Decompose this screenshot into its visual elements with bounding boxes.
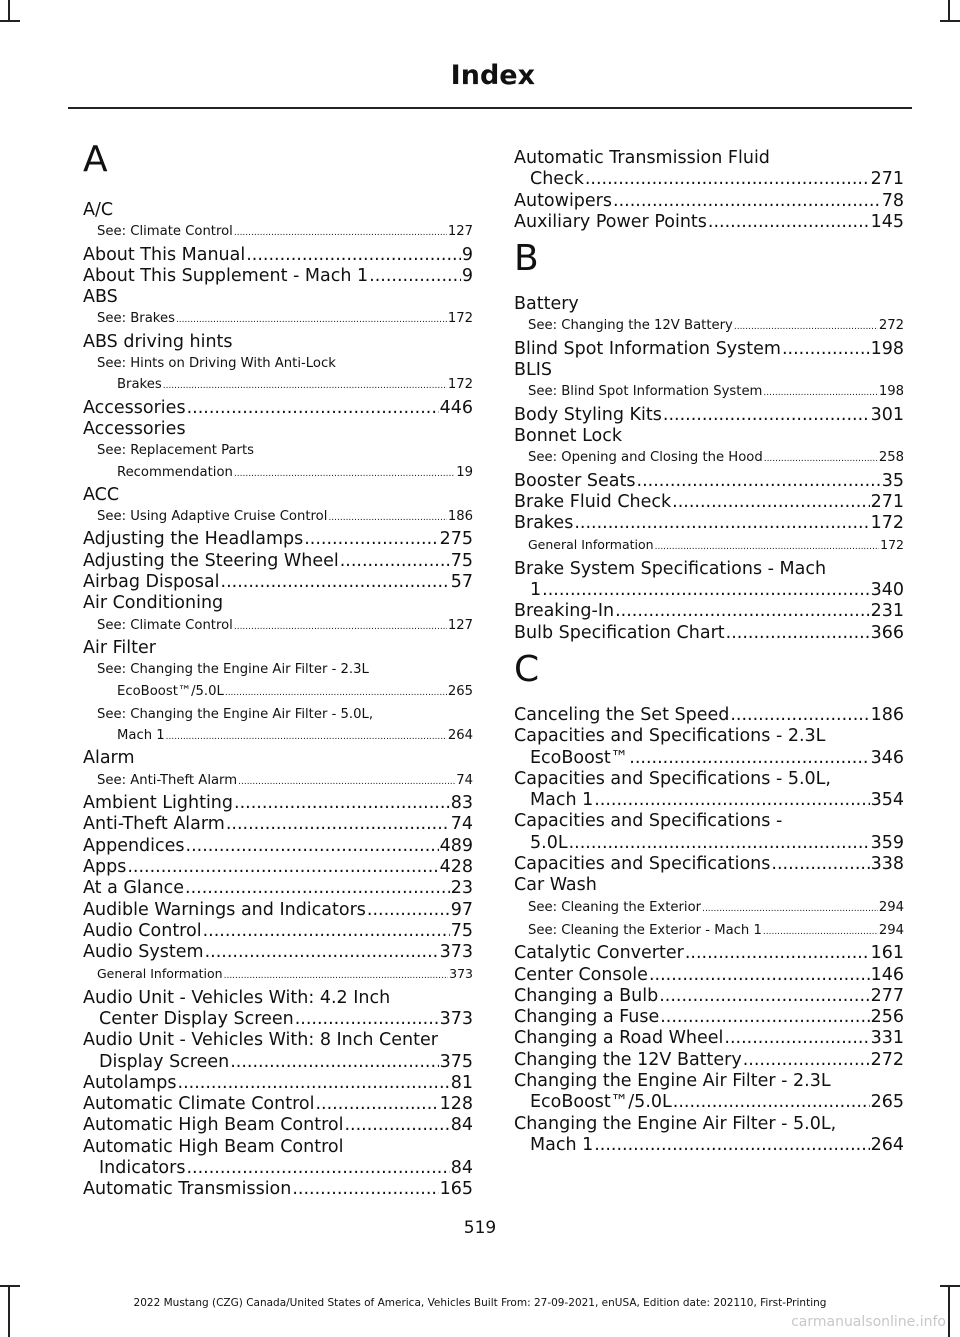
page-ref: 265	[447, 683, 473, 699]
page-ref: 272	[870, 1049, 904, 1070]
subentry-text: See: Using Adaptive Cruise Control	[97, 509, 328, 525]
index-subentry[interactable]	[83, 659, 473, 704]
dot-leader	[234, 793, 450, 814]
index-entry[interactable]	[514, 705, 904, 726]
page-ref: 84	[450, 1158, 473, 1179]
subentry-text: See: Changing the Engine Air Filter - 5.0L,	[97, 706, 374, 722]
index-entry[interactable]	[514, 559, 904, 602]
entry-text: Body Styling Kits	[514, 404, 662, 425]
entry-text: Audio Unit - Vehicles With: 8 Inch Center	[83, 1030, 438, 1051]
index-entry[interactable]	[83, 793, 473, 814]
index-heading: A/C	[83, 200, 114, 220]
index-entry[interactable]	[514, 1050, 904, 1071]
entry-text: Changing a Bulb	[514, 985, 659, 1006]
entry-text: Adjusting the Steering Wheel	[83, 550, 339, 571]
index-subentry[interactable]	[83, 704, 473, 749]
page-ref: 272	[878, 318, 904, 334]
entry-text: Breaking-In	[514, 601, 615, 622]
page-ref: 301	[870, 404, 904, 425]
subentry-text: See: Opening and Closing the Hood	[528, 450, 763, 466]
entry-text: Automatic Transmission	[83, 1179, 292, 1200]
dot-leader	[724, 1028, 869, 1049]
index-entry[interactable]	[514, 405, 904, 426]
crop-mark	[948, 1285, 950, 1337]
crop-mark	[0, 1285, 20, 1287]
index-entry[interactable]	[83, 921, 473, 942]
watermark: carmanualsonline.info	[791, 1314, 946, 1330]
entry-text: Brake Fluid Check	[514, 491, 672, 512]
dot-leader	[743, 1050, 870, 1071]
dot-leader	[730, 705, 869, 726]
page-ref: 74	[450, 814, 473, 835]
entry-text: Automatic High Beam Control	[83, 1136, 344, 1157]
entry-text: Display Screen	[99, 1051, 230, 1072]
entry-text: Changing a Road Wheel	[514, 1028, 724, 1049]
entry-text: Capacities and Specifications	[514, 854, 771, 875]
page-ref: 74	[456, 772, 473, 788]
footer-text: 2022 Mustang (CZG) Canada/United States of America, Vehicles Built From: 27-09-2021, enUSA, Edition date: 202110, First-Printing	[133, 1297, 827, 1309]
page-ref: 338	[870, 854, 904, 875]
index-entry[interactable]	[83, 398, 473, 419]
index-entry[interactable]	[514, 601, 904, 622]
index-entry[interactable]	[83, 942, 473, 963]
subentry-text: EcoBoost™/5.0L	[117, 683, 224, 699]
dot-leader	[673, 1092, 870, 1113]
index-entry[interactable]	[514, 943, 904, 964]
index-entry[interactable]	[514, 623, 904, 644]
entry-text: Canceling the Set Speed	[514, 704, 730, 725]
dot-leader	[637, 471, 881, 492]
page-ref: 75	[450, 550, 473, 571]
entry-text: Mach 1	[530, 790, 594, 811]
index-heading: Air Conditioning	[83, 593, 224, 614]
page-ref: 172	[880, 537, 904, 553]
entry-text: Capacities and Specifications - 5.0L,	[514, 768, 831, 789]
dot-leader	[629, 748, 869, 769]
entry-text: Brakes	[514, 513, 574, 534]
subentry-text: See: Anti-Theft Alarm	[97, 772, 238, 788]
dot-leader	[708, 212, 870, 233]
dot-leader	[234, 464, 455, 485]
crop-mark	[8, 1285, 10, 1337]
dot-leader	[574, 513, 869, 534]
entry-text: EcoBoost™	[530, 747, 629, 768]
page-ref: 271	[870, 491, 904, 512]
index-heading: ABS	[83, 287, 118, 308]
index-entry[interactable]	[514, 339, 904, 360]
subentry-text: See: Blind Spot Information System	[528, 384, 763, 400]
index-entry[interactable]	[83, 878, 473, 899]
index-subentry[interactable]	[514, 315, 904, 338]
crop-mark	[0, 20, 20, 22]
index-heading: Air Filter	[83, 637, 156, 658]
page-ref: 78	[881, 190, 904, 211]
subentry-text: See: Replacement Parts	[97, 443, 254, 459]
entry-text: Center Display Screen	[99, 1008, 294, 1029]
index-heading: BLIS	[514, 360, 553, 381]
dot-leader	[660, 1007, 869, 1028]
entry-text: Auxiliary Power Points	[514, 211, 707, 232]
index-entry[interactable]	[514, 1071, 904, 1114]
dot-leader	[226, 814, 450, 835]
index-subentry[interactable]	[514, 381, 904, 404]
subentry-text: See: Climate Control	[97, 224, 233, 240]
page-ref: 127	[447, 617, 473, 633]
index-entry[interactable]	[83, 529, 473, 550]
dot-leader	[649, 965, 870, 986]
index-subentry[interactable]	[83, 770, 473, 793]
page-ref: 128	[439, 1094, 473, 1115]
index-entry[interactable]	[514, 1114, 904, 1157]
entry-text: Center Console	[514, 964, 648, 985]
dot-leader	[655, 537, 880, 558]
index-entry[interactable]	[83, 245, 473, 266]
dot-leader	[594, 790, 869, 811]
subentry-text: See: Cleaning the Exterior	[528, 899, 702, 915]
entry-text: Accessories	[83, 397, 186, 418]
entry-text: Catalytic Converter	[514, 943, 684, 964]
dot-leader	[295, 1009, 439, 1030]
index-entry[interactable]	[514, 471, 904, 492]
index-subentry[interactable]	[83, 440, 473, 485]
entry-text: 5.0L	[530, 832, 568, 853]
page-ref: 127	[447, 224, 473, 240]
page-ref: 81	[450, 1072, 473, 1093]
page-ref: 346	[870, 747, 904, 768]
page-ref: 428	[439, 856, 473, 877]
page-ref: 271	[870, 169, 904, 190]
dot-leader	[186, 1158, 449, 1179]
subentry-text: Mach 1	[117, 728, 165, 744]
index-subentry[interactable]	[514, 897, 904, 920]
subentry-text: See: Hints on Driving With Anti-Lock	[97, 356, 336, 372]
index-entry[interactable]	[83, 900, 473, 921]
page-ref: 446	[439, 397, 473, 418]
entry-text: Airbag Disposal	[83, 572, 220, 593]
index-entry[interactable]	[514, 492, 904, 513]
dot-leader	[221, 572, 450, 593]
dot-leader	[234, 223, 447, 244]
page-ref: 340	[870, 580, 904, 601]
index-entry[interactable]	[83, 1073, 473, 1094]
dot-leader	[163, 376, 447, 397]
index-heading: Bonnet Lock	[514, 425, 622, 446]
page-ref: 294	[878, 922, 904, 938]
subentry-text: See: Changing the Engine Air Filter - 2.3L	[97, 662, 369, 678]
page-ref: 256	[870, 1007, 904, 1028]
page-ref: 172	[447, 311, 473, 327]
section-letter: B	[514, 238, 539, 280]
crop-mark	[8, 0, 10, 20]
subentry-text: General Information	[97, 966, 223, 982]
dot-leader	[764, 449, 878, 470]
dot-leader	[702, 899, 878, 920]
entry-text: Brake System Specifications - Mach	[514, 558, 827, 579]
dot-leader	[763, 383, 877, 404]
page-ref: 275	[439, 529, 473, 550]
entry-text: Capacities and Specifications -	[514, 811, 783, 832]
entry-text: Blind Spot Information System	[514, 338, 781, 359]
page-ref: 264	[870, 1134, 904, 1155]
crop-mark	[940, 1285, 960, 1287]
page-ref: 57	[450, 572, 473, 593]
index-entry[interactable]	[514, 513, 904, 534]
dot-leader	[663, 405, 870, 426]
entry-text: Changing the 12V Battery	[514, 1049, 742, 1070]
entry-text: Changing a Fuse	[514, 1007, 660, 1028]
index-entry[interactable]	[83, 572, 473, 593]
index-column-left	[83, 140, 473, 1201]
index-entry[interactable]	[514, 191, 904, 212]
index-entry[interactable]	[514, 965, 904, 986]
dot-leader	[304, 529, 438, 550]
page-ref: 294	[878, 899, 904, 915]
entry-text: Booster Seats	[514, 470, 636, 491]
entry-text: Indicators	[99, 1158, 186, 1179]
index-heading: ABS driving hints	[83, 331, 233, 352]
entry-text: Anti-Theft Alarm	[83, 814, 225, 835]
page-ref: 9	[461, 244, 473, 265]
page-ref: 186	[447, 509, 473, 525]
page-ref: 264	[447, 728, 473, 744]
dot-leader	[238, 772, 455, 793]
entry-text: Changing the Engine Air Filter - 2.3L	[514, 1070, 831, 1091]
page-ref: 489	[439, 835, 473, 856]
index-entry[interactable]	[514, 1028, 904, 1049]
index-entry[interactable]	[83, 857, 473, 878]
page-ref: 198	[870, 338, 904, 359]
dot-leader	[569, 833, 870, 854]
dot-leader	[782, 339, 870, 360]
index-subentry[interactable]	[514, 447, 904, 470]
dot-leader	[613, 191, 881, 212]
page-ref: 165	[439, 1179, 473, 1200]
entry-text: At a Glance	[83, 878, 185, 899]
page-ref: 97	[450, 899, 473, 920]
dot-leader	[685, 943, 870, 964]
index-entry[interactable]	[83, 266, 473, 287]
index-entry[interactable]	[514, 769, 904, 812]
entry-text: 1	[530, 580, 542, 601]
page-ref: 258	[878, 450, 904, 466]
dot-leader	[166, 727, 447, 748]
index-entry[interactable]	[514, 811, 904, 854]
dot-leader	[659, 986, 869, 1007]
dot-leader	[203, 921, 450, 942]
dot-leader	[615, 601, 870, 622]
page-ref: 265	[870, 1092, 904, 1113]
subentry-text: Recommendation	[117, 464, 233, 480]
index-entry[interactable]	[83, 551, 473, 572]
entry-text: Ambient Lighting	[83, 793, 234, 814]
page-ref: 161	[870, 943, 904, 964]
index-entry[interactable]	[514, 1007, 904, 1028]
subentry-text: See: Climate Control	[97, 617, 233, 633]
crop-mark	[940, 20, 960, 22]
dot-leader	[726, 623, 870, 644]
entry-text: Automatic Transmission Fluid	[514, 148, 770, 168]
index-entry[interactable]	[83, 1179, 473, 1200]
entry-text: Automatic High Beam Control	[83, 1115, 344, 1136]
index-entry[interactable]	[83, 1030, 473, 1073]
page-ref: 198	[878, 384, 904, 400]
page-ref: 359	[870, 832, 904, 853]
page-ref: 172	[870, 513, 904, 534]
index-subentry[interactable]	[514, 920, 904, 943]
index-heading: ACC	[83, 484, 120, 505]
index-subentry[interactable]	[83, 506, 473, 529]
page-ref: 366	[870, 622, 904, 643]
entry-text: Changing the Engine Air Filter - 5.0L,	[514, 1113, 837, 1134]
index-entry[interactable]	[83, 836, 473, 857]
index-subentry[interactable]	[83, 308, 473, 331]
page-ref: 231	[870, 601, 904, 622]
dot-leader	[178, 1073, 450, 1094]
index-heading: Accessories	[83, 418, 186, 439]
dot-leader	[340, 551, 450, 572]
crop-mark	[948, 0, 950, 20]
header-rule	[68, 107, 912, 109]
index-heading: Car Wash	[514, 875, 597, 896]
page-ref: 186	[870, 704, 904, 725]
entry-text: Audible Warnings and Indicators	[83, 899, 366, 920]
page-ref: 83	[450, 793, 473, 814]
index-column-right	[514, 148, 904, 1156]
dot-leader	[246, 245, 461, 266]
entry-text: Check	[530, 169, 584, 190]
entry-text: Audio Unit - Vehicles With: 4.2 Inch	[83, 987, 391, 1008]
page-ref: 373	[449, 966, 473, 982]
entry-text: Audio Control	[83, 920, 202, 941]
dot-leader	[224, 966, 449, 987]
index-subentry[interactable]	[83, 221, 473, 244]
index-entry[interactable]	[514, 854, 904, 875]
section-letter: C	[514, 648, 540, 690]
dot-leader	[225, 683, 447, 704]
entry-text: Mach 1	[530, 1134, 594, 1155]
index-entry[interactable]	[514, 212, 904, 233]
subentry-text: See: Cleaning the Exterior - Mach 1	[528, 922, 762, 938]
entry-text: EcoBoost™/5.0L	[530, 1092, 672, 1113]
dot-leader	[127, 857, 438, 878]
page-ref: 23	[450, 878, 473, 899]
index-subentry[interactable]	[514, 534, 904, 558]
page-ref: 172	[447, 377, 473, 393]
entry-text: Bulb Specification Chart	[514, 622, 725, 643]
index-entry[interactable]	[514, 726, 904, 769]
page-ref: 75	[450, 920, 473, 941]
index-subentry[interactable]	[83, 353, 473, 398]
dot-leader	[585, 169, 870, 190]
dot-leader	[328, 508, 446, 529]
dot-leader	[315, 1094, 438, 1115]
subentry-text: General Information	[528, 537, 654, 553]
page-ref: 84	[450, 1115, 473, 1136]
page-ref: 354	[870, 790, 904, 811]
section-letter: A	[83, 139, 108, 180]
dot-leader	[672, 492, 869, 513]
dot-leader	[369, 266, 461, 287]
index-heading: Alarm	[83, 748, 135, 769]
dot-leader	[542, 580, 869, 601]
dot-leader	[763, 922, 878, 943]
dot-leader	[176, 310, 447, 331]
page-number: 519	[463, 1218, 497, 1238]
dot-leader	[734, 317, 878, 338]
entry-text: Autowipers	[514, 190, 612, 211]
dot-leader	[205, 942, 439, 963]
page-ref: 35	[881, 470, 904, 491]
subentry-text: Brakes	[117, 377, 162, 393]
dot-leader	[367, 900, 450, 921]
page-ref: 19	[456, 464, 473, 480]
index-entry[interactable]	[83, 1094, 473, 1115]
entry-text: Audio System	[83, 942, 204, 963]
index-entry[interactable]	[83, 988, 473, 1031]
page-ref: 9	[461, 265, 473, 286]
page-ref: 277	[870, 985, 904, 1006]
page-ref: 331	[870, 1028, 904, 1049]
dot-leader	[344, 1115, 449, 1136]
dot-leader	[186, 836, 439, 857]
index-entry[interactable]	[514, 986, 904, 1007]
dot-leader	[594, 1135, 869, 1156]
page-ref: 375	[439, 1051, 473, 1072]
entry-text: Automatic Climate Control	[83, 1094, 315, 1115]
entry-text: Autolamps	[83, 1072, 177, 1093]
dot-leader	[234, 617, 447, 638]
dot-leader	[187, 398, 439, 419]
entry-text: Adjusting the Headlamps	[83, 529, 304, 550]
subentry-text: See: Brakes	[97, 311, 175, 327]
index-entry[interactable]	[514, 148, 904, 191]
entry-text: Appendices	[83, 835, 185, 856]
page-ref: 146	[870, 964, 904, 985]
index-subentry[interactable]	[83, 963, 473, 987]
entry-text: About This Manual	[83, 244, 246, 265]
dot-leader	[292, 1179, 438, 1200]
dot-leader	[185, 878, 450, 899]
page-ref: 373	[439, 1008, 473, 1029]
subentry-text: See: Changing the 12V Battery	[528, 318, 733, 334]
page-title: Index	[450, 60, 535, 91]
entry-text: Capacities and Specifications - 2.3L	[514, 726, 826, 747]
page-ref: 373	[439, 942, 473, 963]
index-subentry[interactable]	[83, 615, 473, 638]
dot-leader	[771, 854, 869, 875]
entry-text: Apps	[83, 856, 127, 877]
dot-leader	[230, 1052, 438, 1073]
index-entry[interactable]	[83, 1115, 473, 1136]
page-ref: 145	[870, 211, 904, 232]
index-entry[interactable]	[83, 814, 473, 835]
index-entry[interactable]	[83, 1137, 473, 1180]
entry-text: About This Supplement - Mach 1	[83, 265, 369, 286]
index-heading: Battery	[514, 294, 579, 315]
